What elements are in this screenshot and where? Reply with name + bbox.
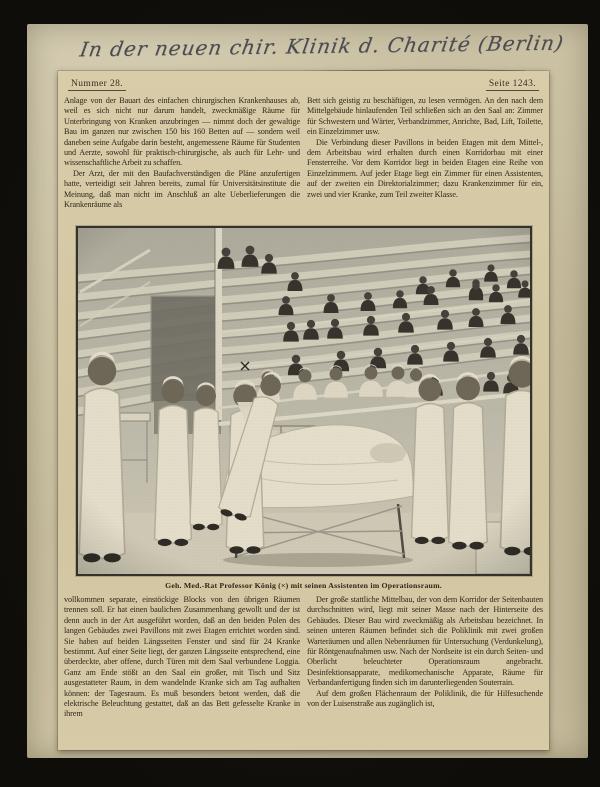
album-page [27, 24, 588, 758]
paragraph: vollkommen separate, einstöckige Blocks von den übrigen Räumen trennen soll. Er hat einen baulichen Zusammenhang gewollt und der ist denn auch in der Art ausgeführt worden, daß an den beiden Polen des langen Gebäudes zwei Pavillons mit zwei Etagen errichtet worden sind. Sie haben auf beiden Längsseiten Fenster und sind für 24 Kranke bestimmt. Auf einer Seite liegt, der ganzen Längsseite entsprechend, eine überdeckte, aber offene, durch Türen mit dem Saal verbundene Loggia. Ganz am Ende stößt an den Saal ein großer, mit Tisch und Sitz ausgestatteter Raum, in dem wandelnde Kranke sich am Tag aufhalten können: der Tagesraum. Es muß besonders betont werden, daß die elektrische Beleuchtung gestattet, daß an das Bett gefesselte Kranke in ihrem [64, 595, 300, 719]
page-number: Seite 1243. [486, 79, 539, 91]
top-text-columns [64, 96, 543, 223]
column-bottom-right [307, 595, 543, 745]
paragraph: Auf dem großen Flächenraum der Poliklinik, die für Hilfesuchende von der Luisenstraße aus zugänglich ist, [307, 688, 543, 709]
paragraph: Der Arzt, der mit den Baufachverständigen die Pläne anzufertigen hatte, verteidigt seit Jahren bereits, zumal für Universitätsinstitute die Meinung, daß man nicht im Anschluß an alte Ueberlieferungen die Krankenräume als [64, 168, 300, 210]
newspaper-clipping [58, 71, 549, 750]
column-top-right [307, 96, 543, 223]
bottom-text-columns [64, 595, 543, 745]
paragraph: Bett sich geistig zu beschäftigen, zu lesen vermögen. An den nach dem Mittelgebäude hinlaufenden Teil schließen sich an den Saal an: Zimmer für Schwestern und Wärter, Verbandzimmer, Anrichte, Bad, Lift, Toilette, ein Einzelzimmer usw. [307, 96, 543, 137]
vignette-overlay [78, 228, 530, 574]
clipping-header [68, 79, 539, 91]
handwritten-title: In der neuen chir. Klinik d. Charité (Berlin) [78, 30, 566, 62]
photo-caption: Geh. Med.-Rat Professor König (×) mit seinen Assistenten im Operationsraum. [165, 581, 442, 590]
paragraph: Die Verbindung dieser Pavillons in beiden Etagen mit dem Mittel-, dem Arbeitsbau wird erhalten durch einen Korridorbau mit einer Fensterreihe. Vor dem Korridor liegt in beiden Etagen eine Reihe von Einzelzimmern. Auf jeder Etage liegt ein Zimmer für einen Assistenten, auf der zweiten ein Direktorialzimmer; dazu Krankenzimmer für ein, zwei und vier Kranke, zum Teil zweiter Klasse. [307, 137, 543, 199]
issue-number: Nummer 28. [68, 79, 126, 91]
paragraph: Der große stattliche Mittelbau, der von dem Korridor der Seitenbauten durchschnitten wird, liegt mit seiner Masse nach der Hinterseite des Gebäudes. Dieser Bau wird zweckmäßig als Arbeitsbau bezeichnet. In seinen unteren Räumen befindet sich die Poliklinik mit zwei großen Warteräumen und allen Nebenräumen für Untersuchung (Verdunkelung), für Röntgenaufnahmen usw. Nach der Nordseite ist ein durch Seiten- und Oberlicht beleuchteter Operationsraum angebracht. Desinfektionsapparate, medikomechanische Apparate, Räume für Verbandanfertigung finden sich im darunterliegenden Souterrain. [307, 595, 543, 688]
column-bottom-left [64, 595, 300, 745]
operating-theater-photo [76, 226, 532, 576]
paragraph: Anlage von der Bauart des einfachen chirurgischen Krankenhauses ab, weil es sich nicht nur darum handelt, zweckmäßige Räume für Unterbringung von Kranken anzubringen — nimmt doch der gewaltige Bau im ganzen nur zwischen 150 bis 160 Betten auf — sondern weil daneben seine Aufgabe darin besteht, angemessene Räume für Studenten und Aerzte, sowohl für praktisch-chirurgische, als auch für Lehr- und wissenschaftliche Arbeit zu schaffen. [64, 96, 300, 168]
operating-theater-photo-svg [78, 228, 530, 574]
column-top-left [64, 96, 300, 223]
